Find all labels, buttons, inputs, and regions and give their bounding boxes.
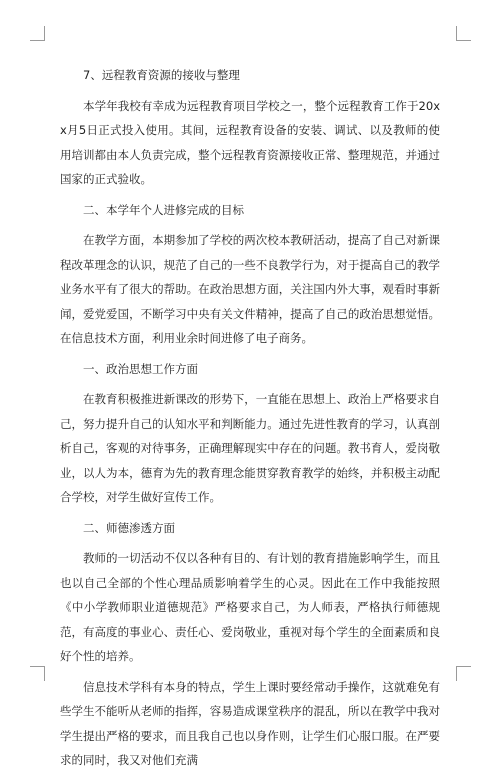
- document-body: [60, 63, 440, 779]
- paragraph: 在教学方面，本期参加了学校的两次校本教研活动，提高了自己对新课程改革理念的认识，规范了自己的一些不良教学行为，对于提高自己的教学业务水平有了很大的帮助。在政治思想方面，关注国内外大事，观看时事新闻，爱党爱国，不断学习中央有关文件精神，提高了自己的政治思想觉悟。在信息技术方面，利用业余时间进修了电子商务。: [60, 233, 440, 345]
- paragraph: 教师的一切活动不仅以各种有目的、有计划的教育措施影响学生，而且也以自己全部的个性心理品质影响着学生的心灵。因此在工作中我能按照《中小学教师职业道德规范》严格要求自己，为人师表，严格执行师德规范，有高度的事业心、责任心、爱岗敬业，重视对每个学生的全面素质和良好个性的培养。: [60, 551, 440, 663]
- crop-mark-top-left: [30, 26, 45, 41]
- section-heading: 二、本学年个人进修完成的目标: [83, 202, 244, 217]
- crop-mark-bottom-left: [30, 666, 45, 681]
- crop-mark-top-right: [456, 26, 471, 41]
- crop-mark-bottom-right: [456, 666, 471, 681]
- paragraph: 本学年我校有幸成为远程教育项目学校之一，整个远程教育工作于20xx月5日正式投入使用。其间，远程教育设备的安装、调试、以及教师的使用培训都由本人负责完成，整个远程教育资源接收正常、整理规范，并通过国家的正式验收。: [60, 98, 440, 186]
- paragraph: 在教育积极推进新课改的形势下，一直能在思想上、政治上严格要求自己，努力提升自己的认知水平和判断能力。通过先进性教育的学习，认真剖析自己，客观的对待事务，正确理解现实中存在的问题。教书育人，爱岗敬业，以人为本，德育为先的教育理念能贯穿教育教学的始终，并积极主动配合学校，对学生做好宣传工作。: [60, 392, 440, 504]
- section-heading: 7、远程教育资源的接收与整理: [83, 68, 240, 82]
- section-heading: 一、政治思想工作方面: [83, 361, 198, 376]
- section-heading: 二、师德渗透方面: [83, 520, 175, 535]
- paragraph: 信息技术学科有本身的特点，学生上课时要经常动手操作，这就难免有些学生不能听从老师的指挥，容易造成课堂秩序的混乱，所以在教学中我对学生提出严格的要求，而且我自己也以身作则，让学生们心服口服。在严要求的同时，我又对他们充满: [60, 679, 440, 767]
